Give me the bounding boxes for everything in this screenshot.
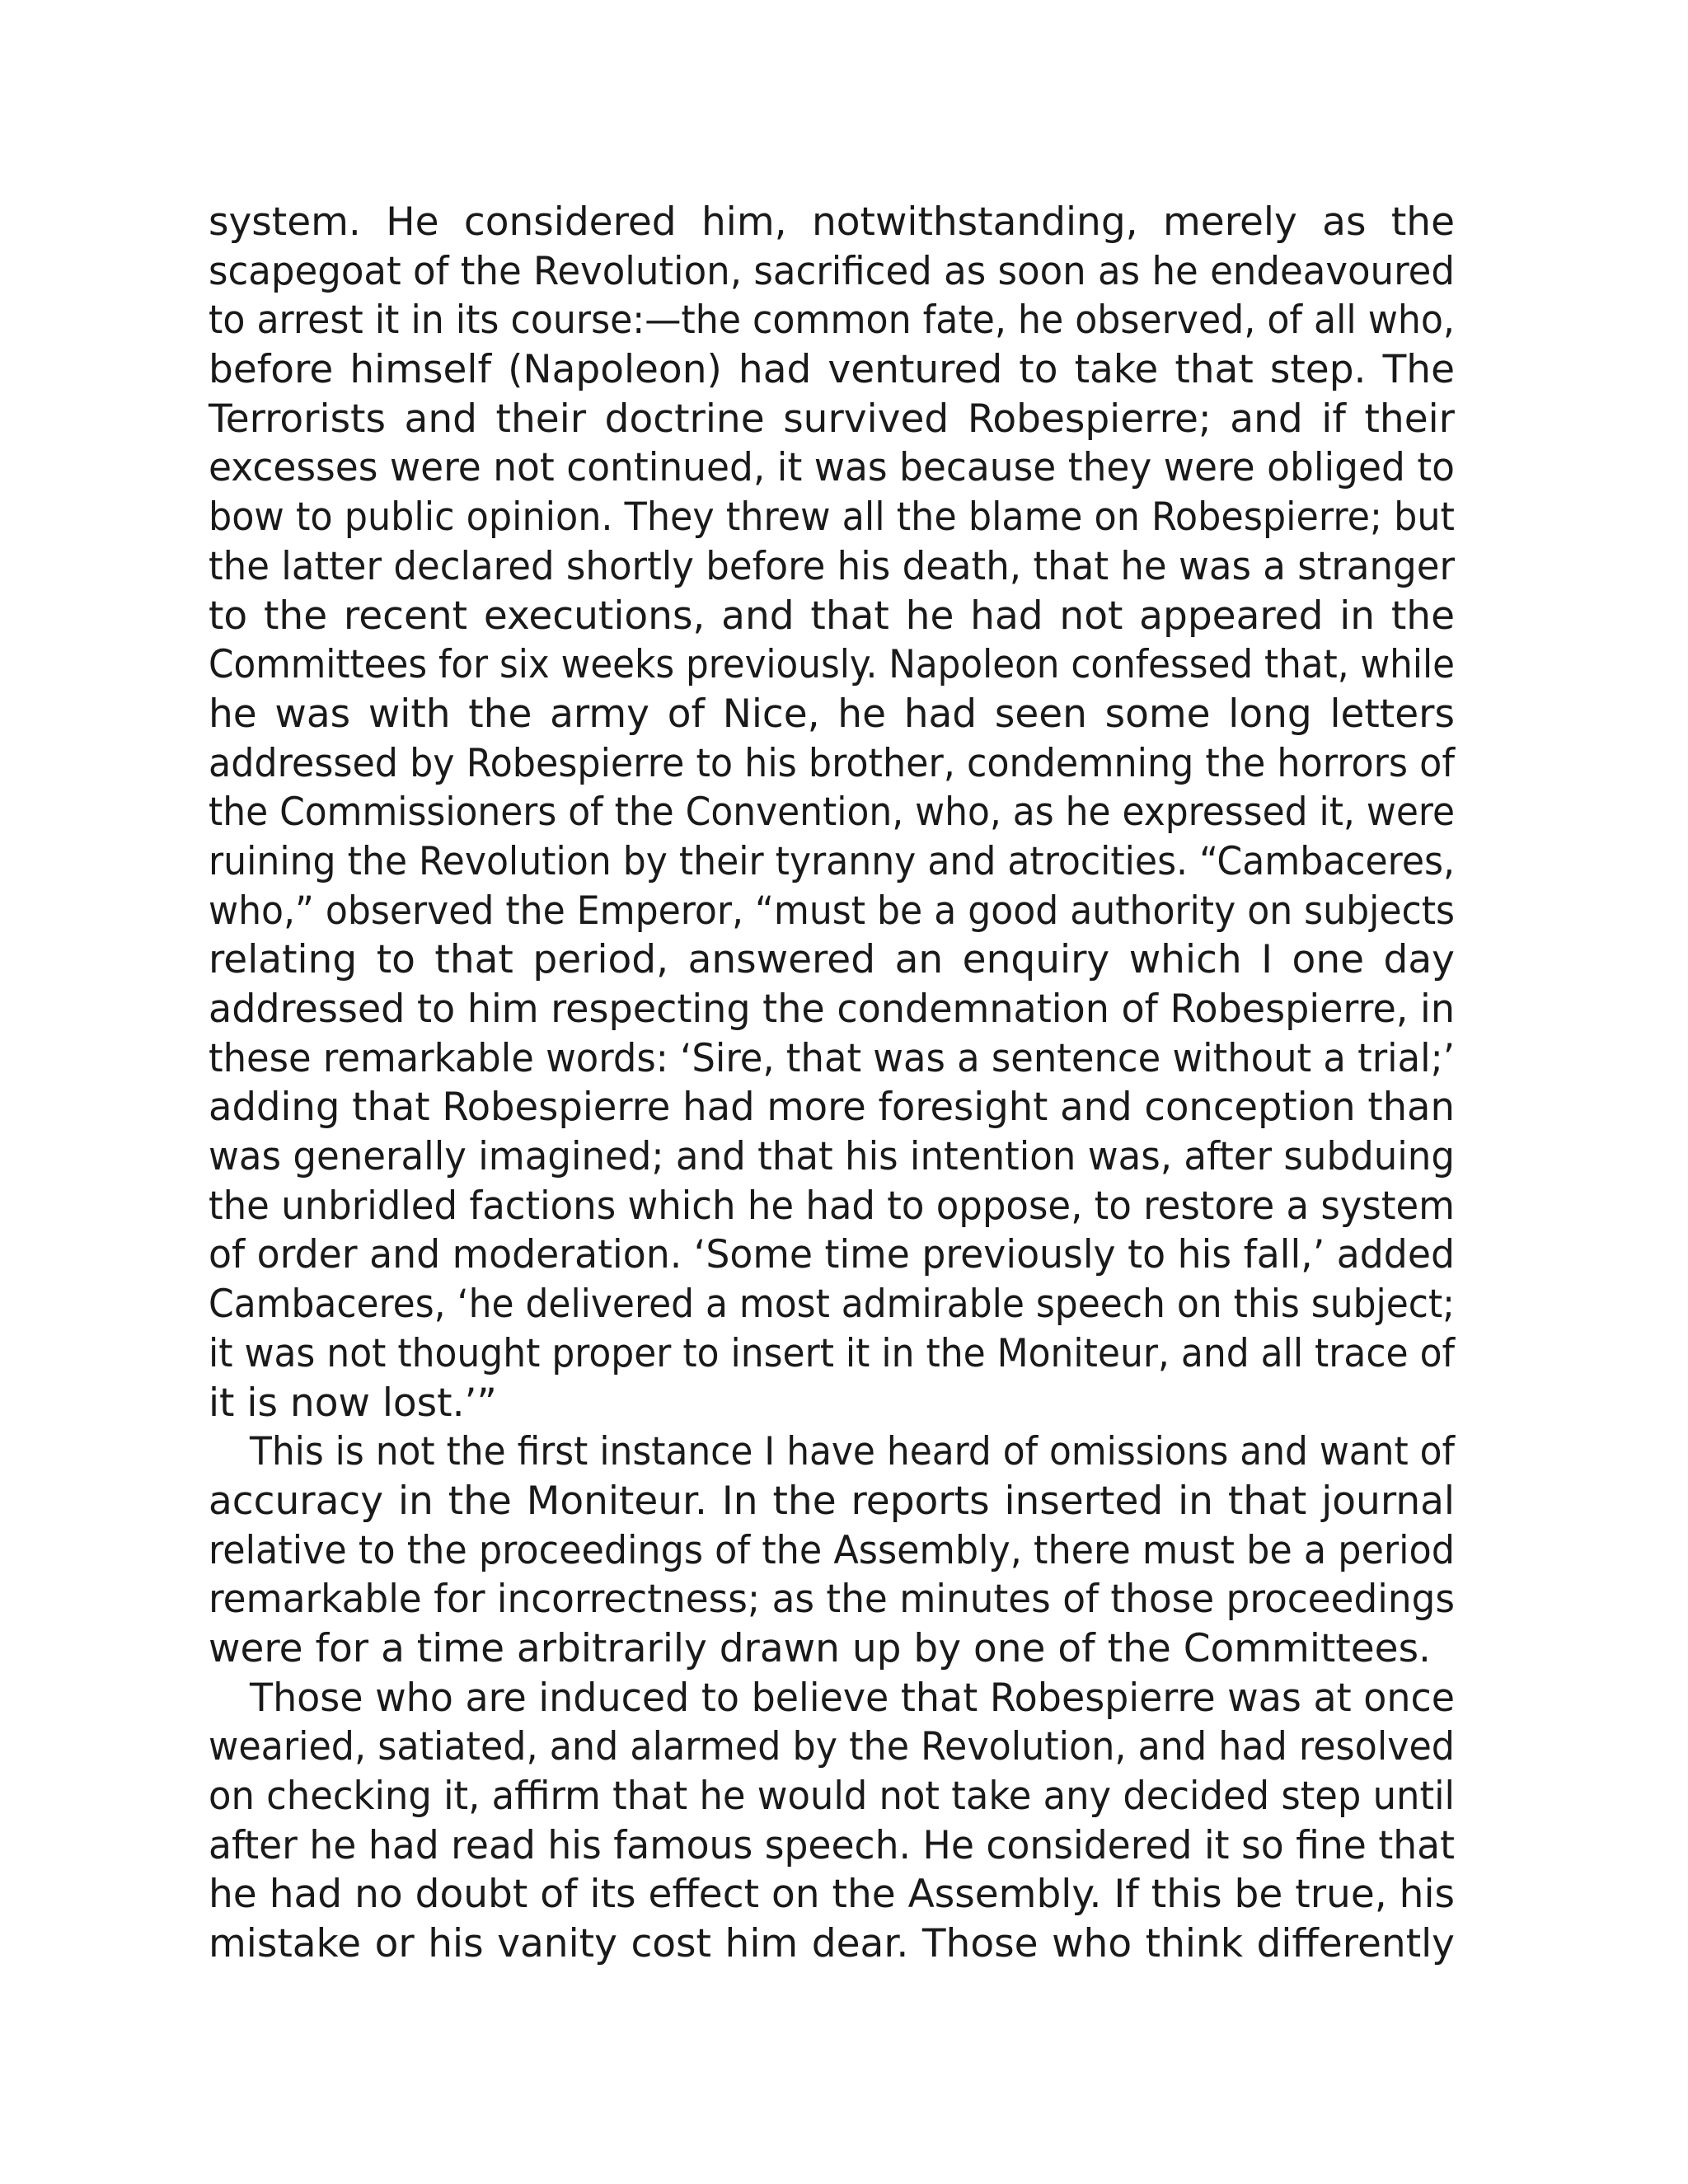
text-line: Those who are induced to believe that Robespierre was at once: [250, 1675, 1455, 1721]
text-line: were for a time arbitrarily drawn up by one of the Committees.: [209, 1625, 1432, 1671]
text-line: these remarkable words: ‘Sire, that was a sentence without a trial;’: [209, 1035, 1455, 1081]
text-line: Committees for six weeks previously. Napoleon confessed that, while: [209, 642, 1455, 688]
text-line: relative to the proceedings of the Assembly, there must be a period: [209, 1527, 1455, 1573]
text-line: to the recent executions, and that he had not appeared in the: [209, 593, 1455, 639]
text-line: after he had read his famous speech. He considered it so fine that: [209, 1822, 1455, 1868]
text-line: of order and moderation. ‘Some time previously to his fall,’ added: [209, 1232, 1455, 1278]
text-line: ruining the Revolution by their tyranny and atrocities. “Cambaceres,: [209, 838, 1455, 884]
text-line: Cambaceres, ‘he delivered a most admirable speech on this subject;: [209, 1282, 1455, 1328]
text-line: on checking it, affirm that he would not take any decided step until: [209, 1774, 1455, 1819]
text-line: he had no doubt of its effect on the Assembly. If this be true, his: [209, 1872, 1455, 1918]
text-line: the latter declared shortly before his death, that he was a stranger: [209, 543, 1455, 589]
text-line: adding that Robespierre had more foresight and conception than: [209, 1085, 1455, 1131]
text-line: the Commissioners of the Convention, who, as he expressed it, were: [209, 790, 1455, 836]
text-line: the unbridled factions which he had to oppose, to restore a system: [209, 1183, 1455, 1229]
text-line: was generally imagined; and that his intention was, after subduing: [209, 1134, 1455, 1180]
text-line: addressed by Robespierre to his brother, condemning the horrors of: [209, 740, 1455, 786]
text-line: before himself (Napoleon) had ventured to take that step. The: [209, 347, 1455, 393]
text-line: scapegoat of the Revolution, sacrificed as soon as he endeavoured: [209, 248, 1455, 294]
text-line: it was not thought proper to insert it in the Moniteur, and all trace of: [209, 1330, 1455, 1376]
text-line: to arrest it in its course:—the common fate, he observed, of all who,: [209, 298, 1455, 344]
text-line: excesses were not continued, it was because they were obliged to: [209, 445, 1455, 491]
text-line: who,” observed the Emperor, “must be a good authority on subjects: [209, 888, 1455, 934]
text-line: Terrorists and their doctrine survived Robespierre; and if their: [209, 396, 1455, 442]
text-line: system. He considered him, notwithstanding, merely as the: [209, 199, 1455, 245]
text-line: it is now lost.’”: [209, 1380, 497, 1426]
text-line: mistake or his vanity cost him dear. Those who think differently: [209, 1921, 1455, 1967]
text-line: wearied, satiated, and alarmed by the Revolution, and had resolved: [209, 1724, 1455, 1770]
text-line: bow to public opinion. They threw all the blame on Robespierre; but: [209, 494, 1455, 541]
text-line: he was with the army of Nice, he had seen some long letters: [209, 691, 1455, 737]
text-line: accuracy in the Moniteur. In the reports inserted in that journal: [209, 1478, 1455, 1524]
text-line: relating to that period, answered an enquiry which I one day: [209, 937, 1455, 983]
text-line: addressed to him respecting the condemnation of Robespierre, in: [209, 987, 1455, 1032]
text-line: This is not the first instance I have heard of omissions and want of: [250, 1429, 1455, 1475]
text-line: remarkable for incorrectness; as the minutes of those proceedings: [209, 1577, 1455, 1623]
page-body-text: [209, 198, 1455, 1969]
